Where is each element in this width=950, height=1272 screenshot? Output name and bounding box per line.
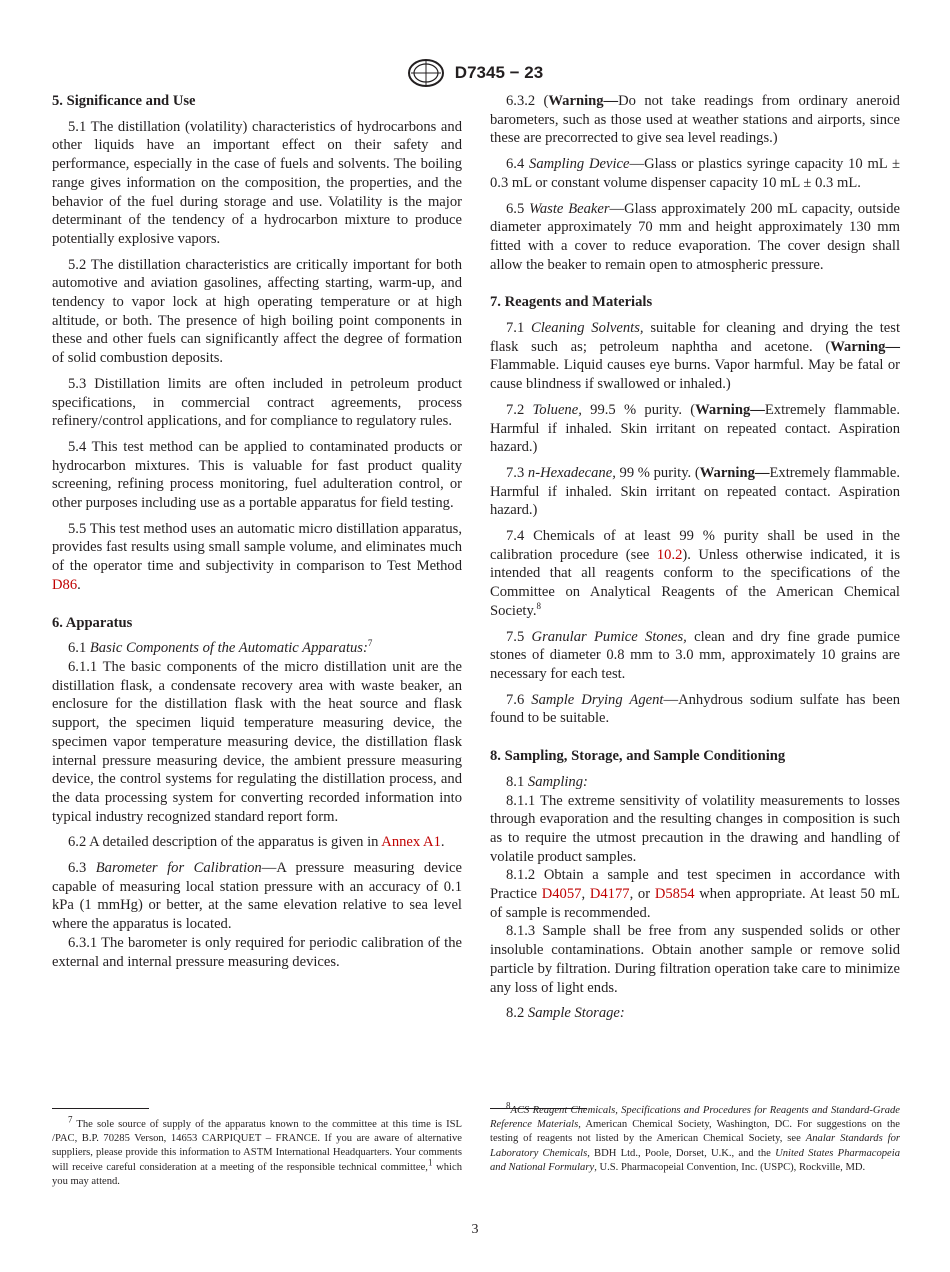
link-d86[interactable]: D86 [52,576,78,593]
page-header [0,58,950,88]
section-5-title: 5. Significance and Use [52,93,196,109]
link-d4177[interactable]: D4177 [589,886,630,903]
paragraph-5-2: 5.2 The distillation characteristics are critically important for both automotive and aviation gasolines, affecting starting, warm-up, and tendency to vapor lock at high operating temperature or at high altitude, or both. The presence of high boiling point components in these and other fuels can significantly affect the degree of formation of solid combustion deposits. [52,256,462,367]
paragraph-7-1: 7.1 Cleaning Solvents, suitable for cleaning and drying the test flask such as; petroleum naphtha and acetone. (Warning—Flammable. Liquid causes eye burns. Vapor harmful. May be fatal or cause blindness if swallowed or inhaled.) [490,320,901,393]
footnote-ref-7: 7 [367,638,373,649]
paragraph-5-1: 5.1 The distillation (volatility) characteristics of hydrocarbons and other liquids have an important effect on their safety and performance, especially in the case of fuels and solvents. The boiling range gives information on the composition, the properties, and the behavior of the fuel during storage and use. Volatility is the major determinant of the tendency of a hydrocarbon mixture to produce potentially explosive vapors. [52,118,462,247]
paragraph-6-3-2: 6.3.2 (Warning—Do not take readings from ordinary aneroid barometers, such as those used at weather stations and airports, since these are precorrected to give sea level readings.) [490,93,900,147]
right-column [490,92,900,1030]
document-number: D7345 − 23 [454,63,544,82]
paragraph-8-2: 8.2 Sample Storage: [506,1005,625,1022]
link-10-2[interactable]: 10.2 [656,546,683,563]
footnote-8: $^8$ACS Reagent Chemicals, Specifications and Procedures for Reagents and Standard-Grade Reference Materials, American Chemical Society, Washington, DC. For suggestions on the testing of reagents not listed by the American Chemical Society, see Analar Standards for Laboratory Chemicals, BDH Ltd., Poole, Dorset, U.K., and the United States Pharmacopeia and National Formulary, U.S. Pharmacopeial Convention, Inc. (USPC), Rockville, MD. [490,1100,901,1173]
left-column [52,92,462,978]
paragraph-7-3: 7.3 n-Hexadecane, 99 % purity. (Warning—Extremely flammable. Harmful if inhaled. Skin irritant on repeated contact. Aspiration hazard.) [490,464,900,519]
link-annex-a1[interactable]: Annex A1 [381,834,441,851]
footnote-7: $^7$ The sole source of supply of the apparatus known to the committee at this time is ISL /PAC, B.P. 70285 Verson, 14653 CARPIQUET – FRANCE. If you are aware of alternative suppliers, please provide this information to ASTM International Headquarters. Your comments will receive careful consideration at a meeting of the responsible technical committee,$^1$ which you may attend. [52,1114,462,1187]
paragraph-8-1-2: 8.1.2 Obtain a sample and test specimen in accordance with Practice D4057, D4177, or D5854 when appropriate. At least 50 mL of sample is recommended. [490,867,900,921]
paragraph-6-1-1: 6.1.1 The basic components of the micro distillation unit are the distillation flask, a condensate recovery area with waste beaker, an enclosure for the distillation flask with the heat source and flask support, the specimen liquid temperature measuring device, the specimen vapor temperature measuring device, the distillation flask internal pressure measuring device, the ambient pressure measuring device, the control systems for regulating the distillation process, and the data processing system for converting recorded information into typical industry recognized standard report form. [52,658,462,825]
paragraph-7-5: 7.5 Granular Pumice Stones, clean and dry fine grade pumice stones of diameter 0.8 mm to 3.0 mm, approximately 10 grains are necessary for each test. [490,628,900,682]
footnote-rule-left [52,1108,149,1109]
paragraph-8-1: 8.1 Sampling: [506,773,588,790]
astm-logo-icon [407,58,445,88]
paragraph-6-3: 6.3 Barometer for Calibration—A pressure measuring device capable of measuring local station pressure with an accuracy of 0.1 kPa (1 mmHg) or better, at the same elevation relative to sea level where the apparatus is located. [52,860,462,933]
section-6-title: 6. Apparatus [52,614,133,631]
paragraph-5-4: 5.4 This test method can be applied to contaminated products or hydrocarbon mixtures. This is valuable for fast product quality screening, refining process monitoring, fuel adulteration control, or other purposes including use as a portable apparatus for field testing. [52,438,462,512]
link-d5854[interactable]: D5854 [654,886,695,903]
paragraph-5-3: 5.3 Distillation limits are often included in petroleum product specifications, in commercial contract agreements, process refinery/control applications, and for compliance to regulatory rules. [52,375,462,430]
paragraph-5-5: 5.5 This test method uses an automatic micro distillation apparatus, provides fast results using small sample volume, and eliminates much of the operator time and subjectivity in comparison to Test Method D86. [52,520,462,593]
page-number: 3 [471,1222,479,1237]
paragraph-6-5: 6.5 Waste Beaker—Glass approximately 200 mL capacity, outside diameter approximately 70 mm and height approximately 130 mm fitted with a cover to reduce evaporation. The cover design shall allow the beaker to remain open to atmospheric pressure. [490,200,900,273]
paragraph-6-3-1: 6.3.1 The barometer is only required for periodic calibration of the external and internal pressure measuring devices. [52,934,462,970]
paragraph-7-2: 7.2 Toluene, 99.5 % purity. (Warning—Extremely flammable. Harmful if inhaled. Skin irritant on repeated contact. Aspiration hazard.) [490,401,900,456]
footnote-ref-8: 8 [536,601,541,612]
paragraph-7-4: 7.4 Chemicals of at least 99 % purity shall be used in the calibration procedure (see 10.2). Unless otherwise indicated, it is intended that all reagents conform to the specifications of the Committee on Analytical Reagents of the American Chemical Society.$^8$ [490,528,900,619]
link-d4057[interactable]: D4057 [541,886,582,903]
paragraph-8-1-3: 8.1.3 Sample shall be free from any suspended solids or other insoluble contaminations. Obtain another sample or remove solid particle by filtration. During filtration operation take care to minimize any loss of light ends. [490,923,900,996]
paragraph-8-1-1: 8.1.1 The extreme sensitivity of volatility measurements to losses through evaporation and the resulting changes in composition is such as to require the utmost precaution in the drawing and handling of volatile product samples. [490,792,900,865]
paragraph-6-1: 6.1 Basic Components of the Automatic Apparatus:$^7$ [68,638,373,657]
section-7-title: 7. Reagents and Materials [490,294,653,311]
section-8-title: 8. Sampling, Storage, and Sample Conditioning [490,748,786,765]
paragraph-6-2: 6.2 A detailed description of the apparatus is given in Annex A1. [68,834,445,851]
paragraph-6-4: 6.4 Sampling Device—Glass or plastics syringe capacity 10 mL ± 0.3 mL or constant volume dispenser capacity 10 mL ± 0.3 mL. [490,156,900,191]
paragraph-7-6: 7.6 Sample Drying Agent—Anhydrous sodium sulfate has been found to be suitable. [490,691,900,727]
